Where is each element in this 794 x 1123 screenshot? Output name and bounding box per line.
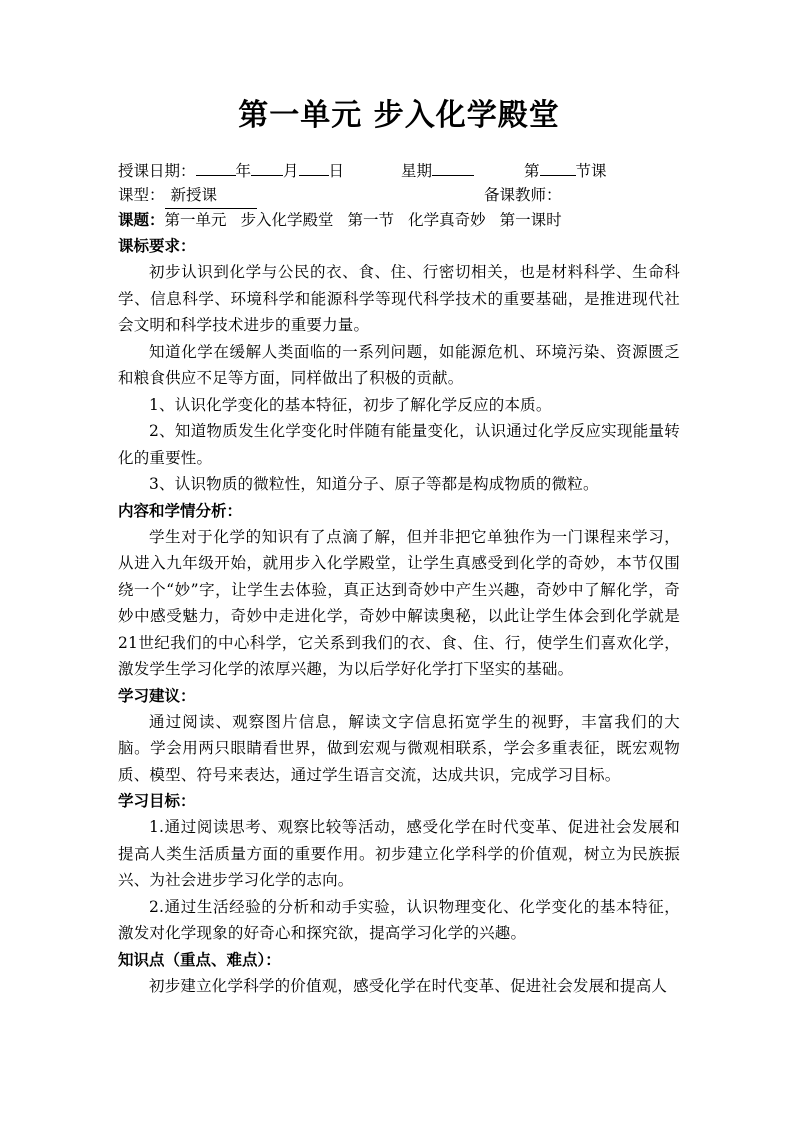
weekday-field xyxy=(401,158,474,184)
type-value: 新授课 xyxy=(165,183,257,209)
year-blank[interactable] xyxy=(196,158,236,176)
paragraph: 1.通过阅读思考、观察比较等活动，感受化学在时代变革、促进社会发展和提高人类生活质量方面的重要作用。初步建立化学科学的价值观，树立为民族振兴、为社会进步学习化学的志向。 xyxy=(118,818,680,889)
date-label: 授课日期： xyxy=(118,162,196,180)
page-title: 第一单元 步入化学殿堂 xyxy=(238,98,560,133)
section-heading: 课标要求： xyxy=(118,237,196,255)
month-blank[interactable] xyxy=(251,158,283,176)
period-field xyxy=(524,158,607,184)
teacher-label: 备课教师： xyxy=(484,186,562,204)
topic-part: 第一单元 xyxy=(164,211,227,229)
month-label: 月 xyxy=(283,162,299,180)
paragraph: 知道化学在缓解人类面临的一系列问题，如能源危机、环境污染、资源匮乏和粮食供应不足等方面，同样做出了积极的贡献。 xyxy=(118,342,680,387)
period-blank[interactable] xyxy=(540,158,576,176)
paragraph: 通过阅读、观察图片信息，解读文字信息拓宽学生的视野，丰富我们的大脑。学会用两只眼睛看世界，做到宏观与微观相联系，学会多重表征，既宏观物质、模型、符号来表达，通过学生语言交流，达成共识，完成学习目标。 xyxy=(118,712,680,784)
topic-part: 第一节 xyxy=(347,211,395,229)
section-heading: 学习建议： xyxy=(118,686,196,705)
paragraph: 2.通过生活经验的分析和动手实验，认识物理变化、化学变化的基本特征，激发对化学现象的好奇心和探究欲，提高学习化学的兴趣。 xyxy=(118,897,680,942)
weekday-label: 星期 xyxy=(401,162,433,180)
paragraph: 初步认识到化学与公民的衣、食、住、行密切相关，也是材料科学、生命科学、信息科学、环境科学和能源科学等现代科学技术的重要基础，是推进现代社会文明和科学技术进步的重要力量。 xyxy=(118,263,680,334)
paragraph: 初步建立化学科学的价值观，感受化学在时代变革、促进社会发展和提高人 xyxy=(149,976,668,995)
topic-row xyxy=(118,208,680,233)
document-page xyxy=(118,96,680,999)
section-heading: 知识点（重点、难点）： xyxy=(118,950,281,969)
section-heading: 学习目标： xyxy=(118,792,196,810)
paragraph: 学生对于化学的知识有了点滴了解，但并非把它单独作为一门课程来学习，从进入九年级开始，就用步入化学殿堂，让学生真感受到化学的奇妙，本节仅围绕一个“妙”字，让学生去体验，真正达到奇妙中产生兴趣，奇妙中了解化学，奇妙中感受魅力，奇妙中走进化学，奇妙中解读奥秘，以此让学生体会到化学就是21世纪我们的中心科学，它关系到我们的衣、食、住、行，使学生们喜欢化学，激发学生学习化学的浓厚兴趣，为以后学好化学打下坚实的基础。 xyxy=(118,527,680,678)
topic-part: 化学真奇妙 xyxy=(408,211,486,229)
topic-part: 步入化学殿堂 xyxy=(240,211,334,229)
type-label: 课型： xyxy=(118,186,165,204)
type-row xyxy=(118,183,680,208)
weekday-blank[interactable] xyxy=(432,158,474,176)
topic-part: 第一课时 xyxy=(499,211,562,229)
year-label: 年 xyxy=(235,162,252,180)
paragraph: 3、认识物质的微粒性，知道分子、原子等都是构成物质的微粒。 xyxy=(149,475,599,493)
day-blank[interactable] xyxy=(299,158,329,176)
paragraph: 2、知道物质发生化学变化时伴随有能量变化，认识通过化学反应实现能量转化的重要性。 xyxy=(118,422,680,467)
day-label: 日 xyxy=(328,162,345,180)
date-row xyxy=(118,158,680,183)
topic-label: 课题： xyxy=(118,211,165,229)
period-prefix: 第 xyxy=(524,162,540,180)
period-suffix: 节课 xyxy=(575,162,607,180)
section-heading: 内容和学情分析： xyxy=(118,501,243,520)
paragraph: 1、认识化学变化的基本特征，初步了解化学反应的本质。 xyxy=(149,395,552,414)
